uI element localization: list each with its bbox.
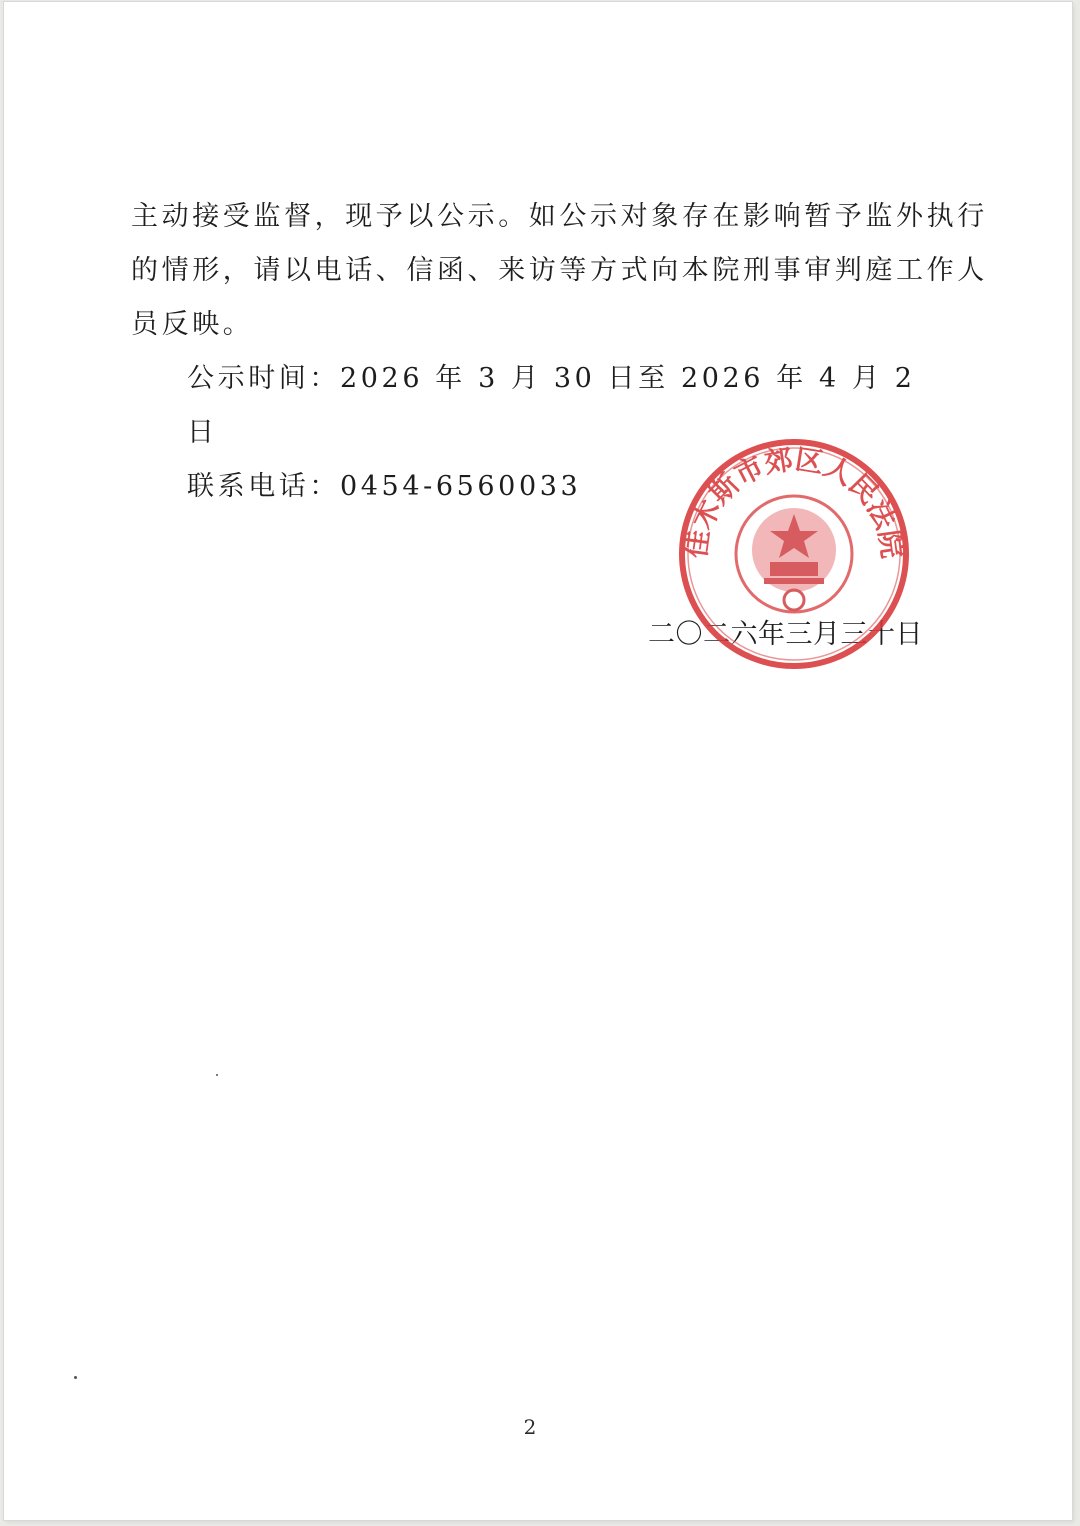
body-paragraph (131, 190, 988, 352)
document-page (4, 2, 1072, 1520)
contact-phone-line: 联系电话：0454-6560033 (187, 471, 582, 502)
publicity-period-line: 公示时间：2026 年 3 月 30 日至 2026 年 4 月 2 日 (187, 363, 916, 448)
body-line: 主动接受监督，现予以公示。如公示对象存在影响暂予监外执行 (131, 201, 988, 232)
scan-speck (216, 1074, 218, 1076)
body-line: 员反映。 (131, 309, 254, 340)
seal-text: 佳木斯市郊区人民法院 (679, 442, 909, 561)
scan-speck (74, 1376, 77, 1379)
body-line: 的情形，请以电话、信函、来访等方式向本院刑事审判庭工作人 (131, 255, 988, 286)
page-number: 2 (523, 1415, 537, 1439)
issue-date: 二〇二六年三月三十日 (648, 619, 923, 650)
court-seal (674, 434, 914, 674)
national-emblem-icon (736, 496, 852, 612)
